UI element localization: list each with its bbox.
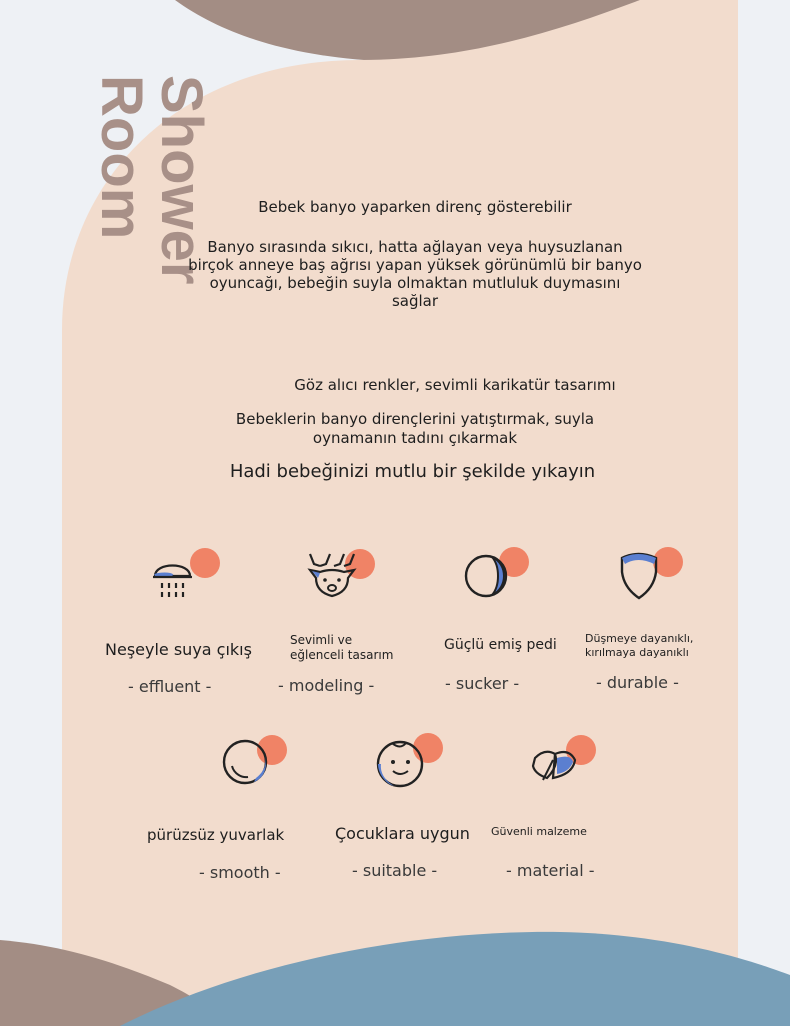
feature-label-durable (585, 632, 693, 660)
intro-paragraph-1 (180, 238, 650, 310)
feature-en-durable: - durable - (596, 673, 679, 692)
para1-line: oyuncağı, bebeğin suyla olmaktan mutluluk duymasını (209, 274, 621, 292)
intro-heading-1: Bebek banyo yaparken direnç gösterebilir (258, 198, 572, 216)
baby-face-icon (360, 730, 450, 800)
feature-label-line: kırılmaya dayanıklı (585, 646, 689, 659)
side-title-line1: Shower (149, 75, 214, 285)
para1-line: birçok anneye baş ağrısı yapan yüksek görünümlü bir banyo (188, 256, 642, 274)
feature-en-sucker: - sucker - (445, 674, 520, 693)
feature-label-line: eğlenceli tasarım (290, 648, 394, 662)
slogan: Hadi bebeğinizi mutlu bir şekilde yıkayın (229, 461, 596, 482)
para1-line: Banyo sırasında sıkıcı, hatta ağlayan veya huysuzlanan (207, 238, 623, 256)
feature-label-line: Sevimli ve (290, 633, 353, 647)
leaf-icon (515, 730, 605, 800)
intro-heading-2: Göz alıcı renkler, sevimli karikatür tasarımı (294, 376, 616, 394)
feature-en-suitable: - suitable - (352, 861, 438, 880)
feature-modeling (290, 544, 380, 614)
feature-en-modeling: - modeling - (278, 676, 375, 695)
intro-paragraph-2 (200, 410, 630, 448)
suction-cup-icon (450, 542, 540, 612)
feature-label-smooth: pürüzsüz yuvarlak (147, 826, 285, 844)
feature-label-effluent: Neşeyle suya çıkış (105, 640, 252, 659)
round-ball-icon (210, 730, 300, 800)
feature-en-smooth: - smooth - (199, 863, 281, 882)
para1-line: sağlar (391, 292, 439, 310)
feature-durable (598, 544, 688, 614)
deer-head-icon (290, 544, 380, 614)
para2-line: oynamanın tadını çıkarmak (312, 429, 518, 447)
shield-icon (598, 544, 688, 614)
shower-head-icon (140, 544, 230, 614)
feature-label-suitable: Çocuklara uygun (335, 824, 470, 843)
feature-suitable (360, 730, 450, 800)
feature-effluent (140, 544, 230, 614)
feature-label-material: Güvenli malzeme (491, 825, 587, 838)
side-title-line2: Room (89, 75, 154, 240)
feature-en-material: - material - (506, 861, 595, 880)
feature-label-sucker: Güçlü emiş pedi (444, 637, 557, 653)
feature-material (515, 730, 605, 800)
feature-smooth (210, 730, 300, 800)
side-title (50, 70, 214, 340)
feature-en-effluent: - effluent - (128, 677, 212, 696)
para2-line: Bebeklerin banyo dirençlerini yatıştırmak, suyla (235, 410, 595, 428)
feature-label-line: Düşmeye dayanıklı, (585, 632, 694, 645)
feature-sucker (450, 542, 540, 612)
feature-label-modeling (290, 633, 393, 663)
